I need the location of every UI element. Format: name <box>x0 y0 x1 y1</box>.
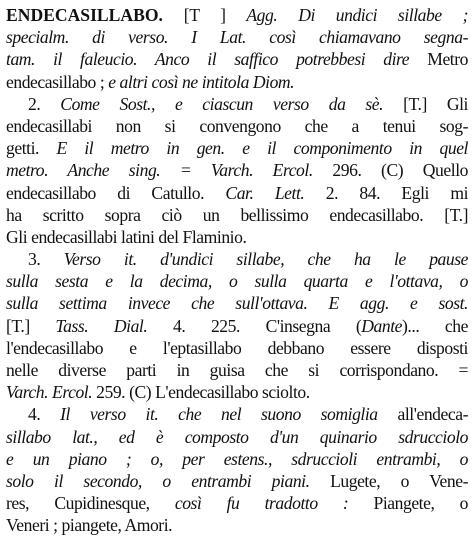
entry-line <box>6 270 468 292</box>
text-segment: res, Cupidinesque, <box>6 493 175 514</box>
italic-text: metro. Anche sing. = Varch. Ercol. <box>6 160 313 181</box>
entry-line <box>6 337 468 359</box>
text-segment: 4. 225. C'insegna ( <box>147 315 362 336</box>
text-segment: ha scritto sopra ciò un bellissimo endecasillabo. [T.] <box>6 204 468 225</box>
entry-line <box>6 93 468 115</box>
text-segment: Metro <box>427 49 468 70</box>
italic-text: Il verso it. che nel suono somiglia <box>60 404 378 425</box>
italic-text: Verso it. d'undici sillabe, che ha le pause <box>63 249 468 270</box>
text-segment: l'endecasillabo e l'eptasillabo debbano essere disposti <box>6 337 468 358</box>
text-segment: endecasillabi non si convengono che a tenui sog- <box>6 115 468 136</box>
entry-line <box>6 115 468 137</box>
text-segment: endecasillabo ; <box>6 71 109 92</box>
text-segment: nelle diverse parti in guisa che si corrispondano. = <box>6 360 468 380</box>
italic-text: sillabo lat., ed è composto d'un quinario sdrucciolo <box>6 426 468 447</box>
entry-line <box>6 137 468 159</box>
entry-line <box>6 448 468 470</box>
entry-line <box>6 426 468 448</box>
text-segment: endeca- <box>416 404 468 425</box>
italic-text: Tass. Dial. <box>55 315 148 336</box>
text-segment: all' <box>377 404 417 425</box>
entry-line <box>6 403 468 425</box>
entry-line <box>6 381 468 403</box>
entry-line <box>6 226 468 248</box>
italic-text: tam. il faleucio. Anco il saffico potrebbesi dire <box>6 49 428 70</box>
entry-line <box>6 470 468 492</box>
headword: ENDECASILLABO. <box>6 5 163 25</box>
italic-text: Agg. Di undici sillabe ; <box>246 5 468 25</box>
text-segment: 2. 84. Egli mi <box>304 182 468 203</box>
italic-text: e altri così ne intitola Diom. <box>108 71 295 92</box>
dictionary-entry <box>6 4 468 537</box>
entry-line <box>6 204 468 226</box>
text-segment: getti. <box>6 138 57 159</box>
italic-text: specialm. di verso. I Lat. così chiamavano segna- <box>6 27 468 48</box>
text-segment: 2. <box>28 93 61 114</box>
entry-line <box>6 159 468 181</box>
entry-line <box>6 292 468 314</box>
italic-text: Car. Lett. <box>225 182 305 203</box>
entry-line <box>6 182 468 204</box>
entry-line <box>6 359 468 381</box>
text-segment: [T.] Gli <box>383 93 468 114</box>
italic-text: così fu tradotto : <box>174 493 349 514</box>
entry-line <box>6 315 468 337</box>
italic-text: solo il secondo, o entrambi piani. <box>6 470 310 491</box>
entry-line <box>6 514 468 536</box>
entry-line <box>6 26 468 48</box>
text-segment: [T.] <box>6 315 56 336</box>
italic-text: Come Sost., e ciascun verso da sè. <box>60 93 384 114</box>
entry-line <box>6 248 468 270</box>
italic-text: sulla settima invece che sull'ottava. E agg. e sost. <box>6 293 468 314</box>
entry-line <box>6 492 468 514</box>
entry-line <box>6 48 468 70</box>
text-segment: endecasillabo di Catullo. <box>6 182 226 203</box>
text-segment: 4. <box>28 404 61 425</box>
text-segment: 259. (C) L'endecasillabo sciolto. <box>92 382 310 403</box>
text-segment: 3. <box>28 249 64 270</box>
text-segment: Lugete, o Vene- <box>309 470 468 491</box>
text-segment: Piangete, o <box>348 493 468 514</box>
italic-text: Varch. Ercol. <box>6 382 93 403</box>
text-segment: )... che <box>402 315 468 336</box>
text-segment: [T ] <box>162 5 247 25</box>
italic-text: Dante <box>361 315 403 336</box>
entry-line <box>6 71 468 93</box>
text-segment: Gli endecasillabi latini del Flaminio. <box>6 226 247 247</box>
text-segment: 296. (C) Quello <box>312 160 468 181</box>
text-segment: Veneri ; piangete, Amori. <box>6 515 173 536</box>
entry-line <box>6 4 468 26</box>
italic-text: e un piano ; o, per estens., sdruccioli entrambi, o <box>6 448 468 469</box>
italic-text: E il metro in gen. e il componimento in quel <box>56 138 468 159</box>
italic-text: sulla sesta e la decima, o sulla quarta e l'ottava, o <box>6 271 468 292</box>
